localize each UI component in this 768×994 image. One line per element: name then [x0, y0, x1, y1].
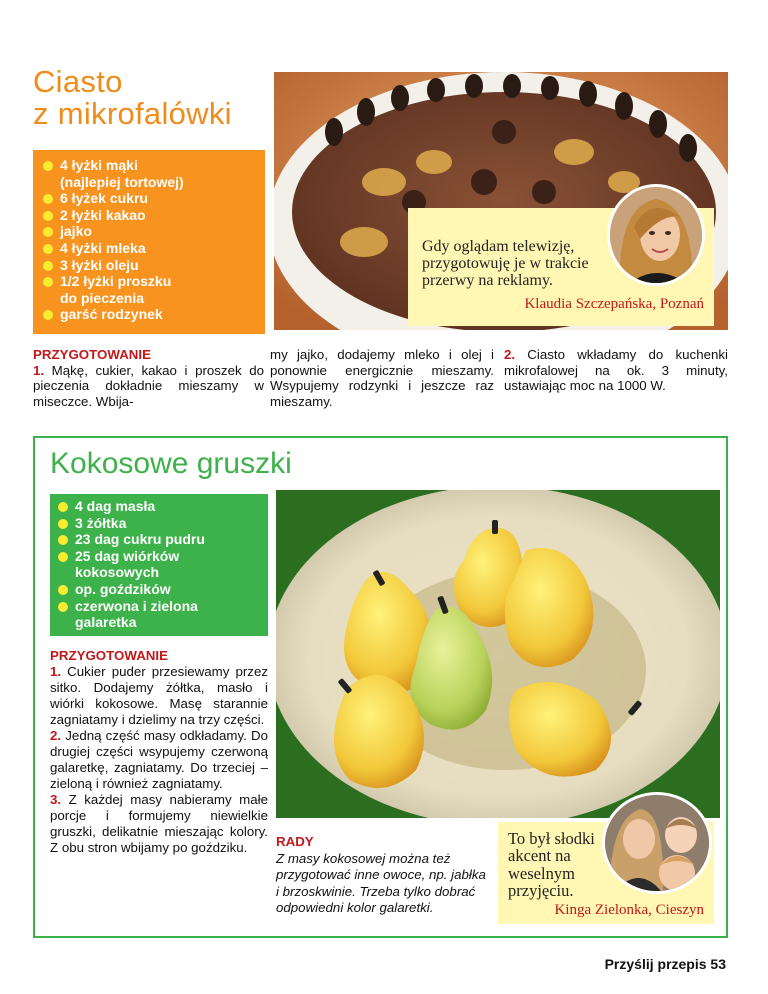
page-footer: Przyślij przepis 53 — [604, 956, 726, 972]
recipe1-title-line2: z mikrofalówki — [33, 96, 232, 131]
recipe2-step2: 2. Jedną część masy odkładamy. Do drugiej części wsypujemy czerwoną galaretkę, zagniatamy. Do trzeciej – zieloną i również zagniatamy. — [50, 728, 268, 791]
recipe1-step2: 2. Ciasto wkładamy do kuchenki mikrofalowej na ok. 3 minuty, ustawiając moc na 1000 W. — [504, 347, 728, 394]
recipe2-tips — [276, 834, 490, 917]
recipe2-title: Kokosowe gruszki — [50, 447, 292, 480]
bullet-dot-icon — [43, 194, 53, 204]
bullet-dot-icon — [43, 211, 53, 221]
pears-photo — [276, 490, 720, 818]
ingredient-item: czerwona i zielona — [58, 598, 260, 615]
recipe2-author: Kinga Zielonka, Cieszyn — [554, 902, 704, 918]
recipe2-step1: 1. Cukier puder przesiewamy przez sitko. Dodajemy żółtka, masło i wiórki kokosowe. Masę starannie zagniatamy i dzielimy na trzy części. — [50, 664, 268, 727]
recipe2-quote-text: To był słodki akcent na weselnym przyjęciu. — [508, 829, 595, 901]
ingredient-item: garść rodzynek — [43, 306, 255, 323]
person-portrait-icon — [610, 187, 702, 283]
ingredient-item: 2 łyżki kakao — [43, 207, 255, 224]
bullet-dot-icon — [58, 585, 68, 595]
ingredient-item: op. goździków — [58, 581, 260, 598]
bullet-dot-icon — [43, 310, 53, 320]
recipe1-prep-col2 — [270, 347, 494, 409]
ingredient-item: 4 łyżki mleka — [43, 240, 255, 257]
recipe2-tips-text: Z masy kokosowej można też przygotować inne owoce, np. jabłka i brzoskwinie. Trzeba tylko dobrać odpowiedni kolor galaretki. — [276, 850, 486, 915]
ingredient-item: 23 dag cukru pudru — [58, 531, 260, 548]
ingredient-item: 4 dag masła — [58, 498, 260, 515]
recipe1-prep-heading: PRZYGOTOWANIE — [33, 347, 151, 362]
bullet-dot-icon — [43, 227, 53, 237]
recipe2-step3: 3. Z każdej masy nabieramy małe porcje i formujemy niewielkie gruszki, delikatnie mieszając kolory. Z obu stron wbijamy po goździku. — [50, 792, 268, 855]
bullet-dot-icon — [58, 519, 68, 529]
ingredient-item: 1/2 łyżki proszku — [43, 273, 255, 290]
person-portrait-icon — [605, 795, 709, 891]
recipe1-author: Klaudia Szczepańska, Poznań — [524, 296, 704, 312]
recipe1-prep-col1 — [33, 347, 264, 409]
bullet-dot-icon — [43, 244, 53, 254]
recipe1-step1: 1. Mąkę, cukier, kakao i proszek do pieczenia dokładnie mieszamy w miseczce. Wbija- — [33, 362, 264, 409]
ingredient-item: 6 łyżek cukru — [43, 190, 255, 207]
ingredient-item: 3 łyżki oleju — [43, 257, 255, 274]
recipe1-quote-text: Gdy oglądam telewizję, przygotowuję je w trakcie przerwy na reklamy. — [422, 238, 589, 289]
ingredient-item: 3 żółtka — [58, 515, 260, 532]
bullet-dot-icon — [58, 552, 68, 562]
ingredient-item: 4 łyżki mąki — [43, 157, 255, 174]
recipe2-ingredients-box — [50, 494, 268, 636]
recipe2-tips-heading: RADY — [276, 834, 314, 849]
bullet-dot-icon — [43, 161, 53, 171]
ingredient-item: 25 dag wiórków — [58, 548, 260, 565]
bullet-dot-icon — [58, 535, 68, 545]
recipe1-ingredients-box — [33, 150, 265, 334]
author-portrait-kinga — [602, 792, 712, 894]
ingredient-item: galaretka — [75, 614, 137, 631]
recipe2-prep-col — [50, 648, 268, 856]
author-portrait-klaudia — [607, 184, 705, 286]
recipe2-prep-heading: PRZYGOTOWANIE — [50, 648, 168, 663]
recipe1-title-line1: Ciasto — [33, 64, 123, 99]
ingredient-item: (najlepiej tortowej) — [60, 173, 184, 190]
bullet-dot-icon — [58, 602, 68, 612]
recipe1-title — [33, 66, 232, 130]
recipe1-step1-cont: my jajko, dodajemy mleko i olej i ponownie energicznie mieszamy. Wsypujemy rodzynki i jeszcze raz mieszamy. — [270, 347, 494, 409]
ingredient-item: jajko — [43, 223, 255, 240]
ingredient-item: kokosowych — [75, 564, 160, 581]
bullet-dot-icon — [43, 261, 53, 271]
recipe1-prep-col3 — [504, 347, 728, 394]
bullet-dot-icon — [43, 277, 53, 287]
pears-plate-illustration — [276, 490, 720, 818]
bullet-dot-icon — [58, 502, 68, 512]
ingredient-item: do pieczenia — [60, 289, 145, 306]
